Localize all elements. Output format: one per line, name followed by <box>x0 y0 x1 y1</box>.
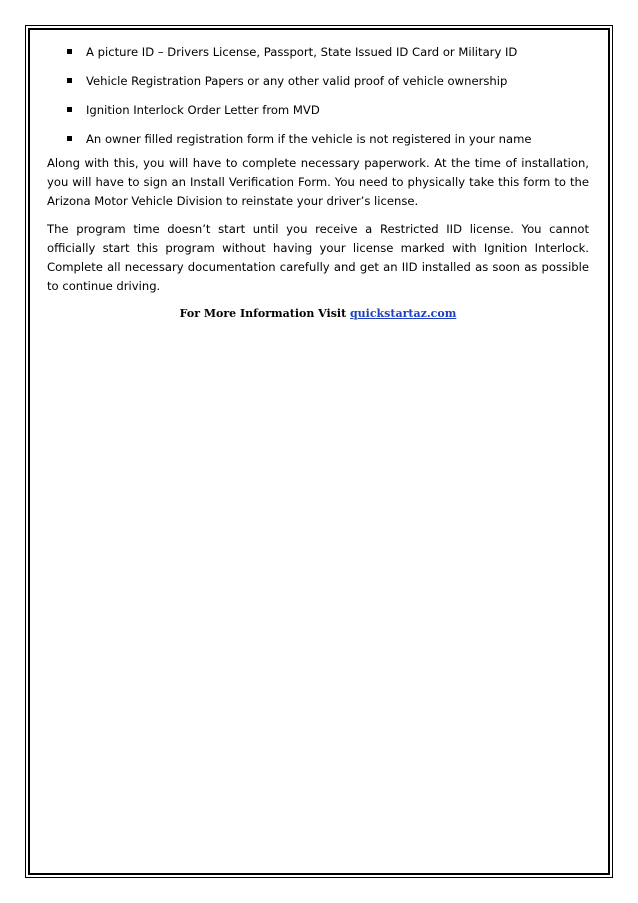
more-info-label: For More Information Visit <box>179 307 350 320</box>
website-link[interactable]: quickstartaz.com <box>349 307 457 320</box>
list-item-text: Ignition Interlock Order Letter from MVD <box>86 103 320 117</box>
square-bullet-icon <box>67 107 72 112</box>
square-bullet-icon <box>67 78 72 83</box>
paragraph-program-time: The program time doesn’t start until you receive a Restricted IID license. You cannot officially start this program without having your license marked with Ignition Interlock. Complete all necessary documentation carefully and get an IID installed as soon as possible to continue driving. <box>47 222 589 293</box>
square-bullet-icon <box>67 49 72 54</box>
list-item-text: Vehicle Registration Papers or any other valid proof of vehicle ownership <box>86 74 508 88</box>
document-content <box>47 43 589 323</box>
list-item <box>47 101 589 119</box>
list-item-text: An owner filled registration form if the vehicle is not registered in your name <box>86 132 532 146</box>
list-item-text: A picture ID – Drivers License, Passport, State Issued ID Card or Military ID <box>86 45 518 59</box>
paragraph-paperwork: Along with this, you will have to complete necessary paperwork. At the time of installation, you will have to sign an Install Verification Form. You need to physically take this form to the Arizona Motor Vehicle Division to reinstate your driver’s license. <box>47 156 589 208</box>
list-item <box>47 130 589 148</box>
square-bullet-icon <box>67 136 72 141</box>
list-item <box>47 72 589 90</box>
requirements-list <box>47 43 589 148</box>
list-item <box>47 43 589 61</box>
more-info-line <box>47 305 589 323</box>
